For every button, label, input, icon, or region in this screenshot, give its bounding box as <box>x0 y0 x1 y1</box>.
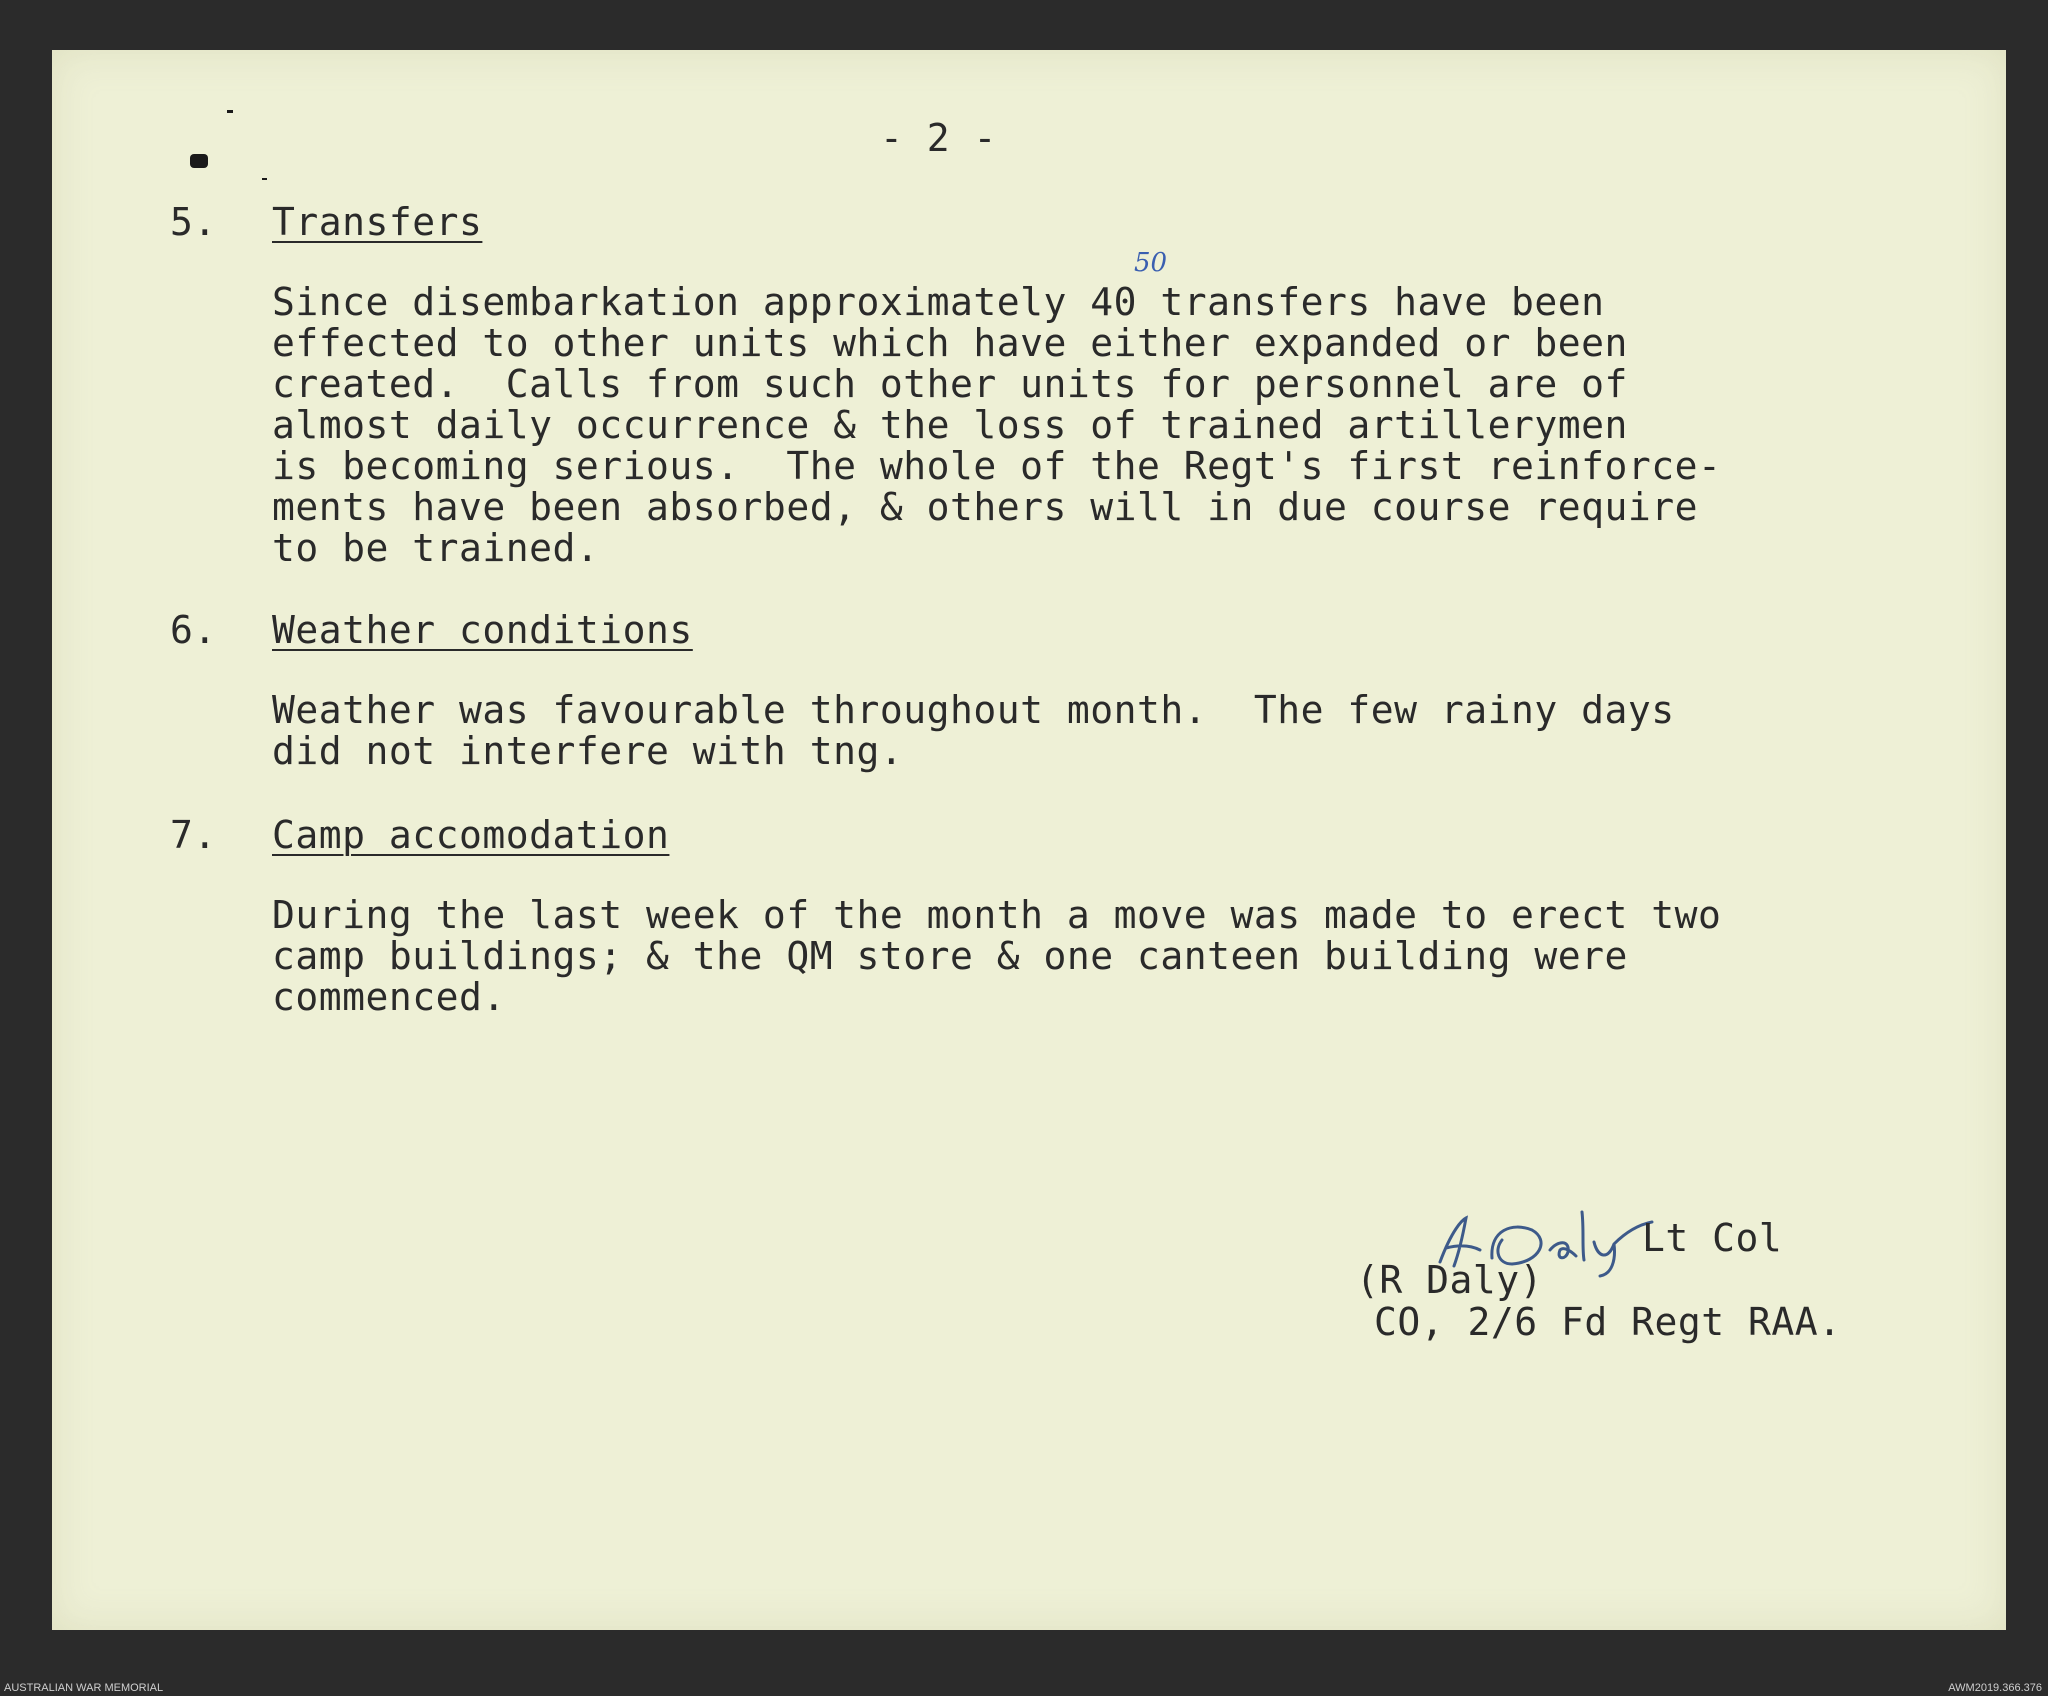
footer-credit: AUSTRALIAN WAR MEMORIAL <box>4 1682 164 1694</box>
handwritten-correction: 50 <box>1134 248 1168 278</box>
page-number: - 2 - <box>880 116 997 160</box>
section-body: During the last week of the month a move was made to erect two camp buildings; & the QM store & one canteen building were commenced. <box>272 893 1722 1019</box>
ink-speck <box>227 110 233 113</box>
section-heading: Weather conditions <box>272 608 693 652</box>
section-body: Weather was favourable throughout month. The few rainy days did not interfere with tng. <box>272 688 1675 773</box>
document-page <box>52 50 2006 1630</box>
section-heading: Camp accomodation <box>272 813 670 857</box>
footer-reference: AWM2019.366.376 <box>1948 1682 2042 1694</box>
ink-blot <box>190 154 208 168</box>
section-heading: Transfers <box>272 200 483 244</box>
signatory-rank: Lt Col <box>1642 1216 1783 1260</box>
ink-speck <box>262 178 267 180</box>
section-number: 6. <box>170 608 217 652</box>
section-number: 5. <box>170 200 217 244</box>
signatory-name: (R Daly) <box>1356 1258 1544 1302</box>
section-number: 7. <box>170 813 217 857</box>
signatory-unit: CO, 2/6 Fd Regt RAA. <box>1374 1300 1842 1344</box>
section-body: Since disembarkation approximately 40 transfers have been effected to other units which have either expanded or been created. Calls from such other units for personnel are of almost daily occurrence & the loss of trained artillerymen is becoming serious. The whole of the Regt's first reinforce- ments have been absorbed, & others will in due course require to be trained. <box>272 280 1722 570</box>
